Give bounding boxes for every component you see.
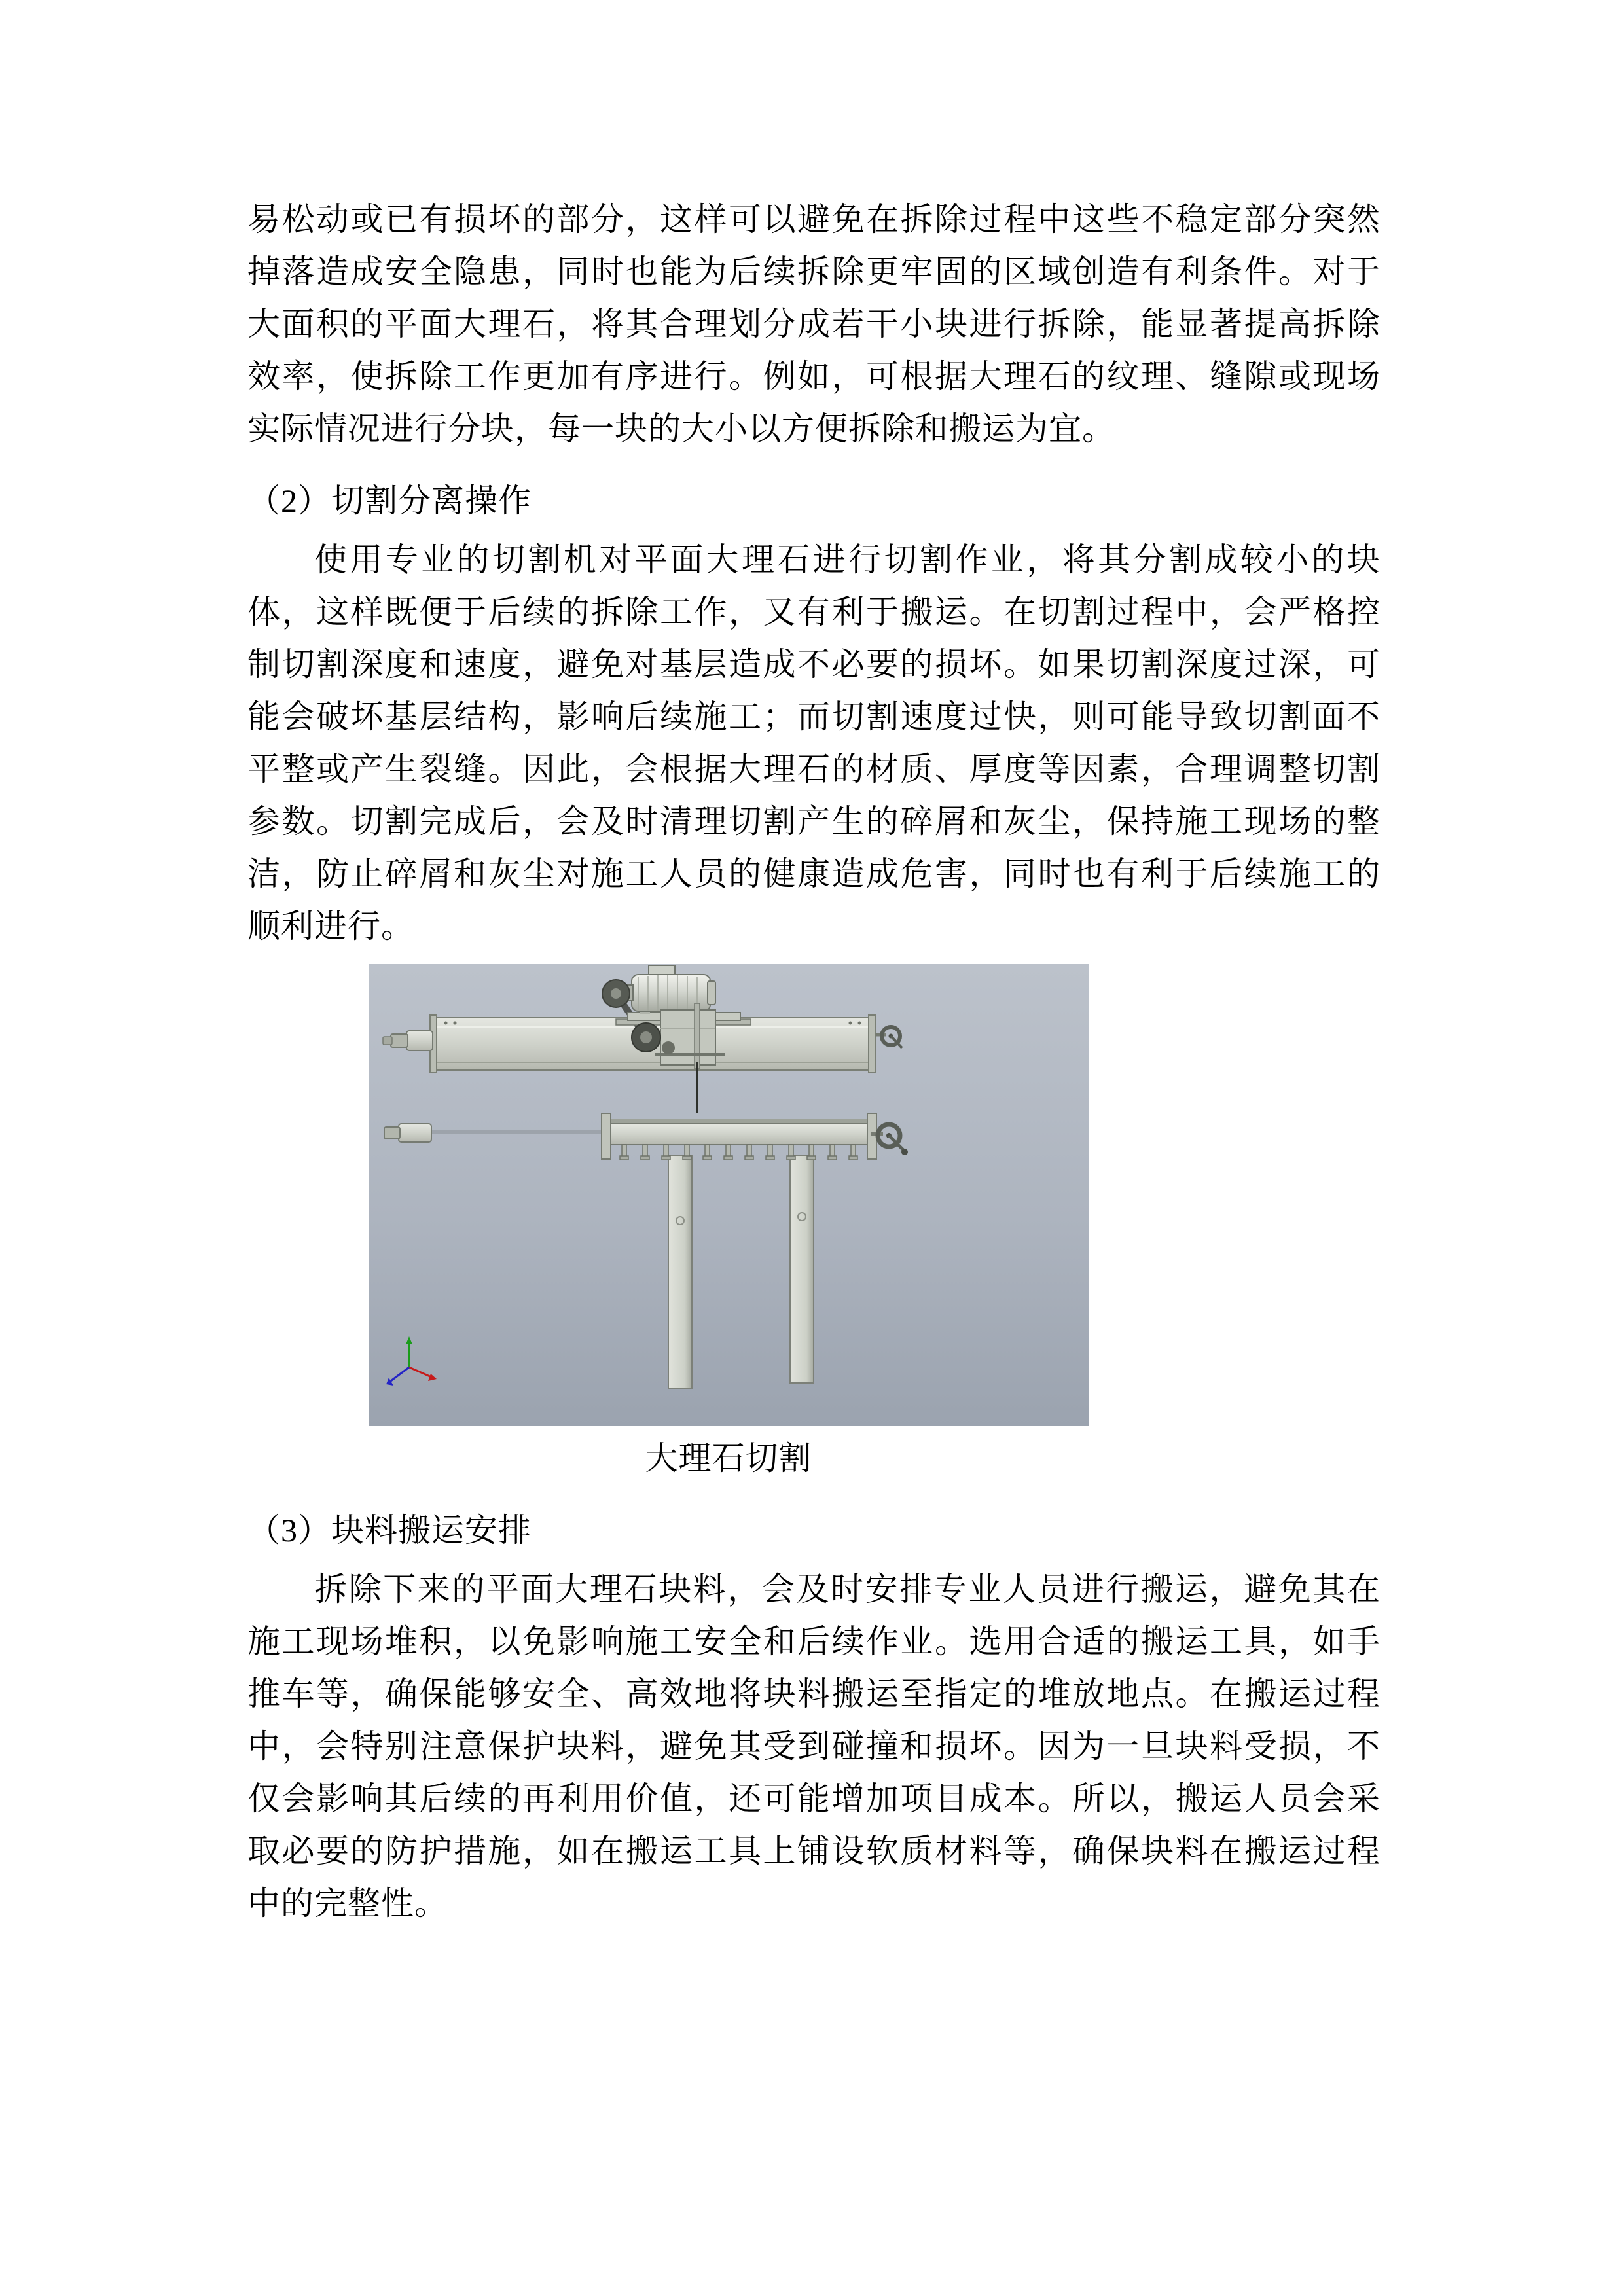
- paragraph-continuation: 易松动或已有损坏的部分，这样可以避免在拆除过程中这些不稳定部分突然掉落造成安全隐患，同时也能为后续拆除更牢固的区域创造有利条件。对于大面积的平面大理石，将其合理划分成若干小块进行拆除，能显著提高拆除效率，使拆除工作更加有序进行。例如，可根据大理石的纹理、缝隙或现场实际情况进行分块，每一块的大小以方便拆除和搬运为宜。: [247, 201, 1380, 447]
- left-leg: [668, 1155, 692, 1388]
- section-2-heading: （2）切割分离操作: [247, 482, 532, 519]
- figure-marble-cutting: [369, 964, 1089, 1484]
- saw-blade: [696, 1062, 698, 1113]
- marble-cutting-machine-drawing: [369, 964, 1089, 1426]
- section-2-paragraph: 使用专业的切割机对平面大理石进行切割作业，将其分割成较小的块体，这样既便于后续的拆除工作，又有利于搬运。在切割过程中，会严格控制切割深度和速度，避免对基层造成不必要的损坏。如果切割深度过深，可能会破坏基层结构，影响后续施工；而切割速度过快，则可能导致切割面不平整或产生裂缝。因此，会根据大理石的材质、厚度等因素，合理调整切割参数。切割完成后，会及时清理切割产生的碎屑和灰尘，保持施工现场的整洁，防止碎屑和灰尘对施工人员的健康造成危害，同时也有利于后续施工的顺利进行。: [247, 541, 1380, 944]
- section-3-heading: （3）块料搬运安排: [247, 1512, 532, 1549]
- section-3-paragraph: 拆除下来的平面大理石块料，会及时安排专业人员进行搬运，避免其在施工现场堆积，以免影响施工安全和后续作业。选用合适的搬运工具，如手推车等，确保能够安全、高效地将块料搬运至指定的堆放地点。在搬运过程中，会特别注意保护块料，避免其受到碰撞和损坏。因为一旦块料受损，不仅会影响其后续的再利用价值，还可能增加项目成本。所以，搬运人员会采取必要的防护措施，如在搬运工具上铺设软质材料等，确保块料在搬运过程中的完整性。: [247, 1571, 1380, 1922]
- marble-cutting-machine-image: [369, 964, 1089, 1426]
- right-leg: [790, 1155, 814, 1383]
- figure-caption: 大理石切割: [645, 1440, 812, 1477]
